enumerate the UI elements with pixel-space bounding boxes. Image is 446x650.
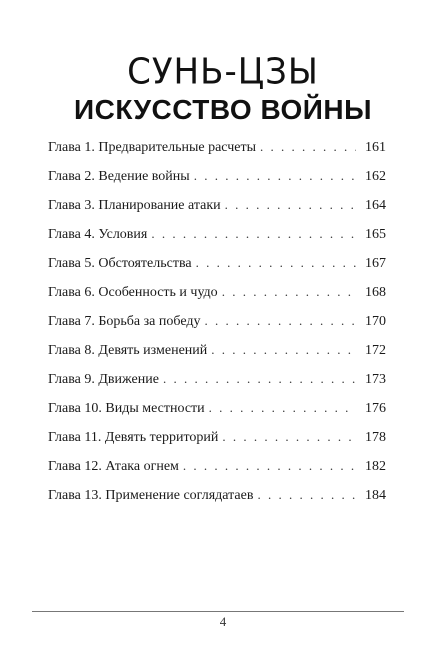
- toc-entry-label: Глава 1. Предварительные расчеты: [48, 140, 257, 155]
- toc-leader-dots: [163, 370, 356, 388]
- toc-entry-page: 170: [365, 314, 386, 329]
- toc-entry-label: Глава 2. Ведение войны: [48, 169, 190, 184]
- toc-entry[interactable]: [48, 283, 386, 312]
- toc-leader-dots: [260, 138, 356, 156]
- author-heading: СУНЬ-ЦЗЫ: [127, 51, 319, 93]
- toc-entry-page: 184: [365, 488, 386, 503]
- toc-entry-page: 162: [365, 169, 386, 184]
- book-title: ИСКУССТВО ВОЙНЫ: [73, 94, 373, 125]
- toc-entry-label: Глава 11. Девять территорий: [48, 430, 219, 445]
- toc-entry-page: 178: [365, 430, 386, 445]
- toc-entry-label: Глава 10. Виды местности: [48, 401, 205, 416]
- toc-entry-label: Глава 8. Девять изменений: [48, 343, 208, 358]
- toc-entry[interactable]: [48, 254, 386, 283]
- toc-entry[interactable]: [48, 138, 386, 167]
- footer-divider: [32, 611, 404, 612]
- toc-entry-page: 164: [365, 198, 386, 213]
- toc-entry[interactable]: [48, 167, 386, 196]
- toc-entry-page: 168: [365, 285, 386, 300]
- toc-entry-label: Глава 3. Планирование атаки: [48, 198, 221, 213]
- toc-leader-dots: [211, 341, 356, 359]
- toc-leader-dots: [222, 283, 356, 301]
- toc-entry-page: 182: [365, 459, 386, 474]
- toc-leader-dots: [222, 428, 356, 446]
- toc-leader-dots: [194, 167, 356, 185]
- toc-entry-label: Глава 9. Движение: [48, 372, 159, 387]
- toc-entry[interactable]: [48, 225, 386, 254]
- toc-leader-dots: [204, 312, 356, 330]
- toc-entry-page: 161: [365, 140, 386, 155]
- toc-leader-dots: [183, 457, 356, 475]
- toc-entry[interactable]: [48, 486, 386, 515]
- toc-entry[interactable]: [48, 341, 386, 370]
- toc-entry-page: 173: [365, 372, 386, 387]
- toc-entry-label: Глава 13. Применение соглядатаев: [48, 488, 254, 503]
- table-of-contents: [48, 138, 386, 515]
- toc-entry-label: Глава 4. Условия: [48, 227, 148, 242]
- toc-entry-label: Глава 5. Обстоятельства: [48, 256, 192, 271]
- toc-entry[interactable]: [48, 428, 386, 457]
- toc-leader-dots: [225, 196, 356, 214]
- toc-leader-dots: [196, 254, 356, 272]
- toc-entry[interactable]: [48, 399, 386, 428]
- toc-leader-dots: [209, 399, 356, 417]
- toc-leader-dots: [257, 486, 356, 504]
- toc-entry[interactable]: [48, 370, 386, 399]
- toc-entry[interactable]: [48, 312, 386, 341]
- toc-leader-dots: [151, 225, 356, 243]
- page-number: 4: [219, 614, 227, 629]
- toc-entry[interactable]: [48, 196, 386, 225]
- toc-entry[interactable]: [48, 457, 386, 486]
- toc-entry-label: Глава 6. Особенность и чудо: [48, 285, 218, 300]
- toc-entry-label: Глава 12. Атака огнем: [48, 459, 179, 474]
- toc-entry-page: 167: [365, 256, 386, 271]
- toc-entry-label: Глава 7. Борьба за победу: [48, 314, 201, 329]
- toc-entry-page: 176: [365, 401, 386, 416]
- toc-entry-page: 165: [365, 227, 386, 242]
- toc-entry-page: 172: [365, 343, 386, 358]
